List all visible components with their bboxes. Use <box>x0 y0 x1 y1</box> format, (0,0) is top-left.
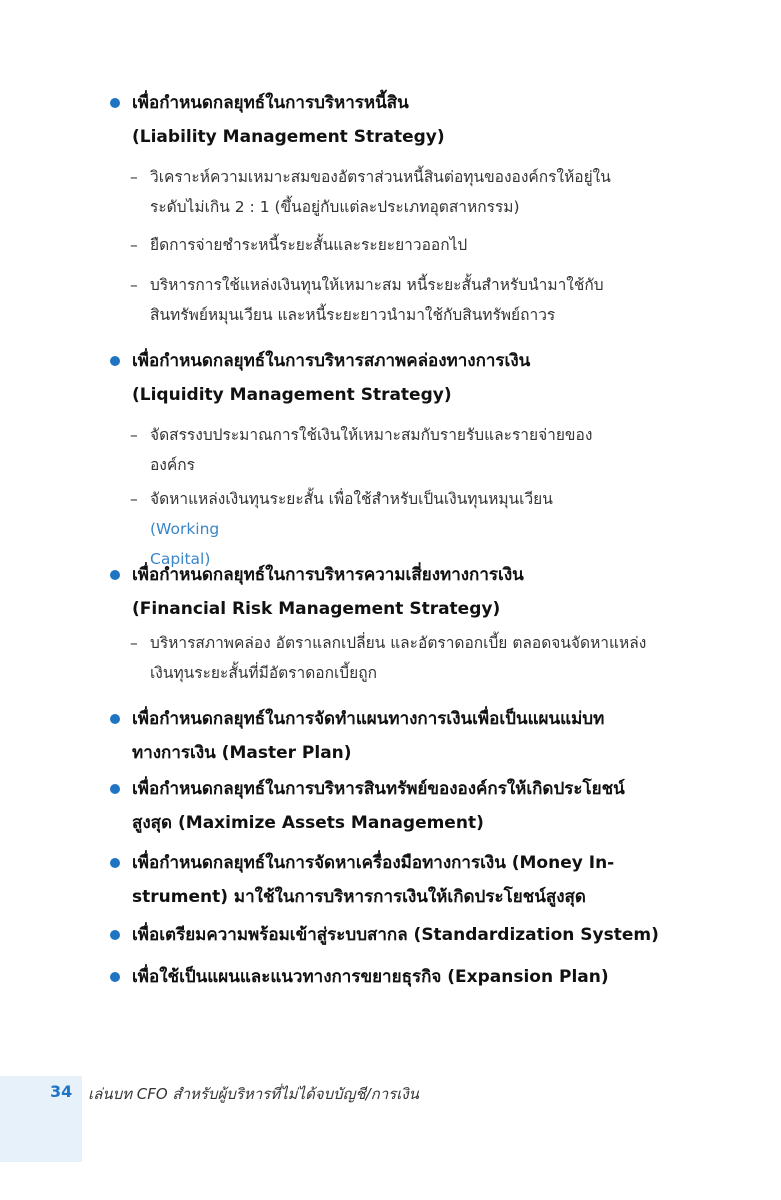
working-label: (Working <box>150 520 220 538</box>
sub-item: – ยืดการจ่ายชำระหนี้ระยะสั้นและระยะยาวออกไป <box>130 236 468 254</box>
heading-financial-risk: เพื่อกำหนดกลยุทธ์ในการบริหารความเสี่ยงทางการเงิน (Financial Risk Management Strategy) <box>110 558 670 626</box>
sub-item: – บริหารสภาพคล่อง อัตราแลกเปลี่ยน และอัตราดอกเบี้ย ตลอดจนจัดหาแหล่ง เงินทุนระยะสั้นที่มีอัตราดอกเบี้ยถูก <box>130 634 647 682</box>
bullet-icon <box>110 930 120 940</box>
bullet-icon <box>110 972 120 982</box>
bullet-icon <box>110 714 120 724</box>
bullet-icon <box>110 356 120 366</box>
page-number: 34 <box>50 1082 73 1101</box>
bullet-icon <box>110 858 120 868</box>
heading-expansion: เพื่อใช้เป็นแผนและแนวทางการขยายธุรกิจ (Expansion Plan) <box>110 960 670 994</box>
sub-item: – วิเคราะห์ความเหมาะสมของอัตราส่วนหนี้สินต่อทุนขององค์กรให้อยู่ใน ระดับไม่เกิน 2 : 1 (ขึ้นอยู่กับแต่ละประเภทอุตสาหกรรม) <box>130 168 611 216</box>
sub-item: – จัดหาแหล่งเงินทุนระยะสั้น เพื่อใช้สำหรับเป็นเงินทุนหมุนเวียน (Working Capital) <box>130 490 553 568</box>
heading-money-instrument: เพื่อกำหนดกลยุทธ์ในการจัดหาเครื่องมือทางการเงิน (Money In- strument) มาใช้ในการบริหารการเงินให้เกิดประโยชน์สูงสุด <box>110 846 670 914</box>
heading-standardization: เพื่อเตรียมความพร้อมเข้าสู่ระบบสากล (Standardization System) <box>110 918 670 952</box>
heading-liquidity: เพื่อกำหนดกลยุทธ์ในการบริหารสภาพคล่องทางการเงิน (Liquidity Management Strategy) <box>110 344 670 412</box>
sub-item: – จัดสรรงบประมาณการใช้เงินให้เหมาะสมกับรายรับและรายจ่ายของ องค์กร <box>130 426 593 474</box>
sub-item: – บริหารการใช้แหล่งเงินทุนให้เหมาะสม หนี้ระยะสั้นสำหรับนำมาใช้กับ สินทรัพย์หมุนเวียน และหนี้ระยะยาวนำมาใช้กับสินทรัพย์ถาวร <box>130 276 604 324</box>
heading-assets: เพื่อกำหนดกลยุทธ์ในการบริหารสินทรัพย์ขององค์กรให้เกิดประโยชน์ สูงสุด (Maximize Assets Management) <box>110 772 670 840</box>
book-title: เล่นบท CFO สำหรับผู้บริหารที่ไม่ได้จบบัญชี/การเงิน <box>88 1085 419 1103</box>
heading-liability: เพื่อกำหนดกลยุทธ์ในการบริหารหนี้สิน (Liability Management Strategy) <box>110 86 670 154</box>
heading-master-plan: เพื่อกำหนดกลยุทธ์ในการจัดทำแผนทางการเงินเพื่อเป็นแผนแม่บท ทางการเงิน (Master Plan) <box>110 702 670 770</box>
bullet-icon <box>110 570 120 580</box>
bullet-icon <box>110 784 120 794</box>
bullet-icon <box>110 98 120 108</box>
